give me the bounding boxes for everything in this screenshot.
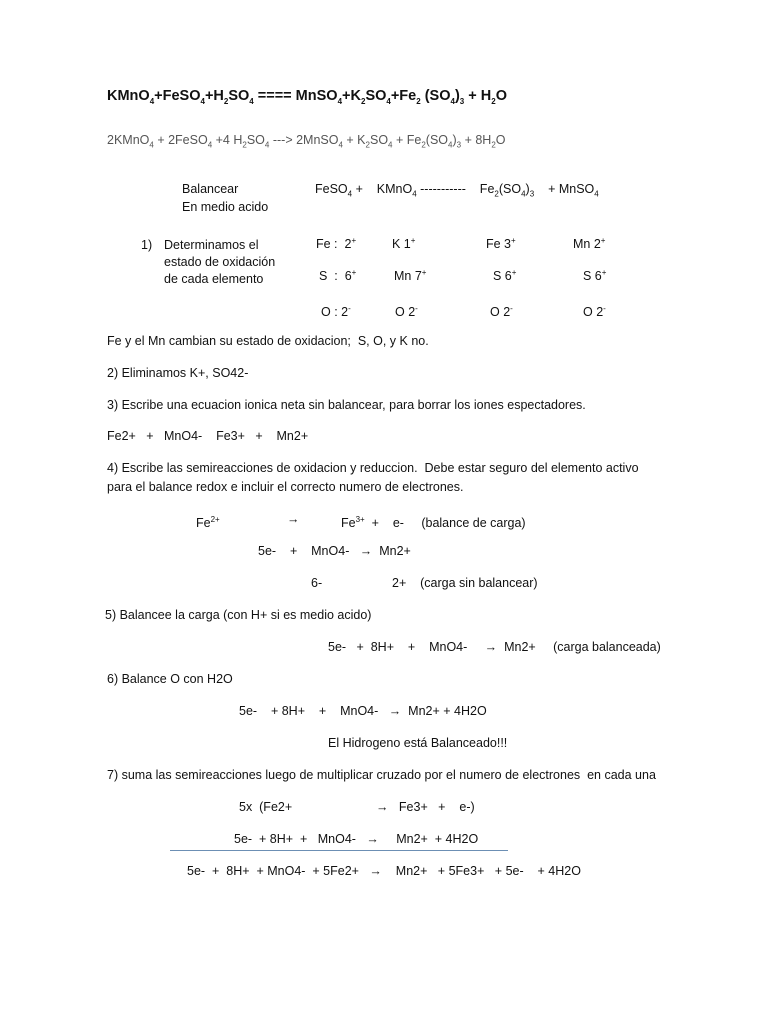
hydrogen-balanced-note: El Hidrogeno está Balanceado!!!: [328, 736, 508, 750]
step4-line2: para el balance redox e incluir el correcto numero de electrones.: [107, 480, 464, 494]
step5-equation: 5e- + 8H+ + MnO4- → Mn2+ (carga balanceada): [328, 640, 661, 654]
step1-number: 1): [141, 238, 153, 252]
ionic-equation: Fe2+ + MnO4- Fe3+ + Mn2+: [107, 429, 309, 443]
main-equation-title: $KMnO_4+FeSO_4+H_2SO_4$ ==== $MnSO_4+K_2SO_4+Fe_2$ $(SO_4)_3 + H_2O$: [107, 88, 507, 106]
ox-state-r1-c2: K 1+: [392, 236, 416, 252]
step1-line3: de cada elemento: [164, 272, 264, 286]
ox-state-r1-c4: Mn 2+: [573, 236, 606, 252]
balance-label: Balancear: [182, 182, 239, 196]
ox-state-r3-c4: O 2-: [583, 304, 606, 320]
half-reaction-reduction: 5e- + MnO4- → Mn2+: [258, 544, 411, 558]
step6-equation: 5e- + 8H+ + MnO4- → Mn2+ + 4H2O: [239, 704, 487, 718]
ox-state-r1-c3: Fe 3+: [486, 236, 516, 252]
balanced-equation: 2KMnO$_4$ + 2FeSO$_4$ +4 $H_2SO_4$ ---> 2MnSO$_4$ + $K_2SO_4 + Fe_2(SO_4)_3 + 8H_2O$: [107, 133, 506, 150]
sum-divider-line: [170, 850, 508, 851]
arrow-icon: →: [287, 512, 300, 526]
step3-text: 3) Escribe una ecuacion ionica neta sin balancear, para borrar los iones espectadores.: [107, 398, 586, 412]
step7-eq-a-right: → Fe3+ + e-): [376, 800, 475, 814]
ox-state-r3-c2: O 2-: [395, 304, 418, 320]
step7-eq-b: 5e- + 8H+ + MnO4- → Mn2+ + 4H2O: [234, 832, 479, 846]
step1-line1: Determinamos el: [164, 238, 259, 252]
ox-state-r2-c1: S : 6+: [319, 268, 357, 284]
step7-eq-a-left: 5x (Fe2+: [239, 800, 293, 814]
step1-line2: estado de oxidación: [164, 255, 276, 269]
ox-state-r2-c4: S 6+: [583, 268, 607, 284]
step7-text: 7) suma las semireacciones luego de multiplicar cruzado por el numero de electrones en cada una: [107, 768, 656, 782]
step5-text: 5) Balancee la carga (con H+ si es medio acido): [105, 608, 372, 622]
redox-equation: FeSO$_4$ + KMnO$_4$ ----------- $Fe_2(SO_4)_3$ + MnSO$_4$: [315, 182, 599, 199]
half-reaction-oxidation-lhs: $Fe^{2+}$: [196, 515, 220, 531]
acid-medium-label: En medio acido: [182, 200, 269, 214]
step4-line1: 4) Escribe las semireacciones de oxidacion y reduccion. Debe estar seguro del elemento activo: [107, 461, 639, 475]
half-reaction-oxidation-rhs: $Fe^{3+}$ + e- (balance de carga): [341, 515, 526, 531]
step2-text: 2) Eliminamos K+, SO42-: [107, 366, 249, 380]
paragraph-fe-mn: Fe y el Mn cambian su estado de oxidacion; S, O, y K no.: [107, 334, 429, 348]
ox-state-r3-c3: O 2-: [490, 304, 513, 320]
charge-left: 6-: [311, 576, 323, 590]
ox-state-r2-c2: Mn 7+: [394, 268, 427, 284]
ox-state-r1-c1: Fe : 2+: [316, 236, 357, 252]
step6-text: 6) Balance O con H2O: [107, 672, 233, 686]
step7-eq-sum: 5e- + 8H+ + MnO4- + 5Fe2+ → Mn2+ + 5Fe3+ + 5e- + 4H2O: [187, 864, 581, 878]
charge-right: 2+ (carga sin balancear): [392, 576, 538, 590]
ox-state-r3-c1: O : 2-: [321, 304, 351, 320]
ox-state-r2-c3: S 6+: [493, 268, 517, 284]
